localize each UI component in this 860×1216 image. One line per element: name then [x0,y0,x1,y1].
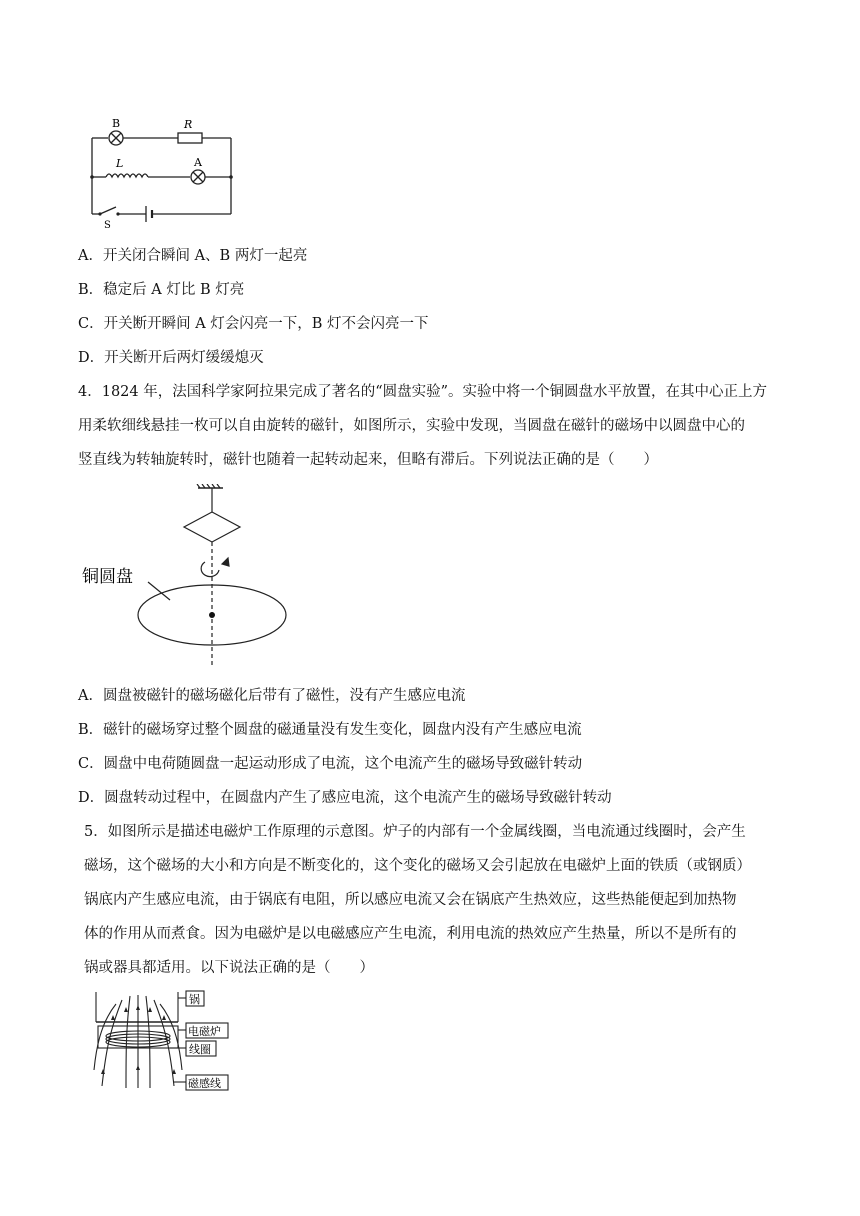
q4-stem-line2: 用柔软细线悬挂一枚可以自由旋转的磁针，如图所示，实验中发现，当圆盘在磁针的磁场中以圆盘中心的 [78,418,745,434]
coil-label: 线圈 [189,1043,211,1056]
q5-stem-line3: 锅底内产生感应电流，由于锅底有电阻，所以感应电流又会在锅底产生热效应，这些热能便起到加热物 [84,892,737,908]
q4-option-b: B．磁针的磁场穿过整个圆盘的磁通量没有发生变化，圆盘内没有产生感应电流 [78,722,582,738]
field-lines-label: 磁感线 [188,1077,221,1090]
q4-stem-line1: 4．1824 年，法国科学家阿拉果完成了著名的“圆盘实验”。实验中将一个铜圆盘水平放置，在其中心正上方 [78,384,768,400]
label-a: A [194,156,202,169]
q5-stem-line1: 5．如图所示是描述电磁炉工作原理的示意图。炉子的内部有一个金属线圈，当电流通过线圈时，会产生 [84,824,746,840]
q4-option-c: C．圆盘中电荷随圆盘一起运动形成了电流，这个电流产生的磁场导致磁针转动 [78,756,583,772]
q3-option-b: B．稳定后 A 灯比 B 灯亮 [78,282,245,298]
label-s: S [104,220,111,230]
copper-disk-label: 铜圆盘 [82,567,133,587]
label-b: B [112,117,121,130]
label-l: L [116,157,124,170]
induction-cooker-diagram [92,990,242,1092]
copper-disk-diagram [78,484,298,670]
label-r: R [184,118,193,131]
q3-option-a: A．开关闭合瞬间 A、B 两灯一起亮 [78,248,308,264]
q3-option-c: C．开关断开瞬间 A 灯会闪亮一下，B 灯不会闪亮一下 [78,316,429,332]
q4-option-a: A．圆盘被磁针的磁场磁化后带有了磁性，没有产生感应电流 [78,688,466,704]
q5-stem-line5: 锅或器具都适用。以下说法正确的是（ ） [84,960,374,976]
q3-option-d: D．开关断开后两灯缓缓熄灭 [78,350,264,366]
q5-stem-line4: 体的作用从而煮食。因为电磁炉是以电磁感应产生电流，利用电流的热效应产生热量，所以不是所有的 [84,926,737,942]
circuit-diagram [86,112,246,230]
q5-stem-line2: 磁场，这个磁场的大小和方向是不断变化的，这个变化的磁场又会引起放在电磁炉上面的铁质（或钢质） [84,858,751,874]
q4-option-d: D．圆盘转动过程中，在圆盘内产生了感应电流，这个电流产生的磁场导致磁针转动 [78,790,612,806]
cooker-label: 电磁炉 [188,1025,221,1038]
pot-label: 锅 [189,993,200,1006]
q4-stem-line3: 竖直线为转轴旋转时，磁针也随着一起转动起来，但略有滞后。下列说法正确的是（ ） [78,452,658,468]
